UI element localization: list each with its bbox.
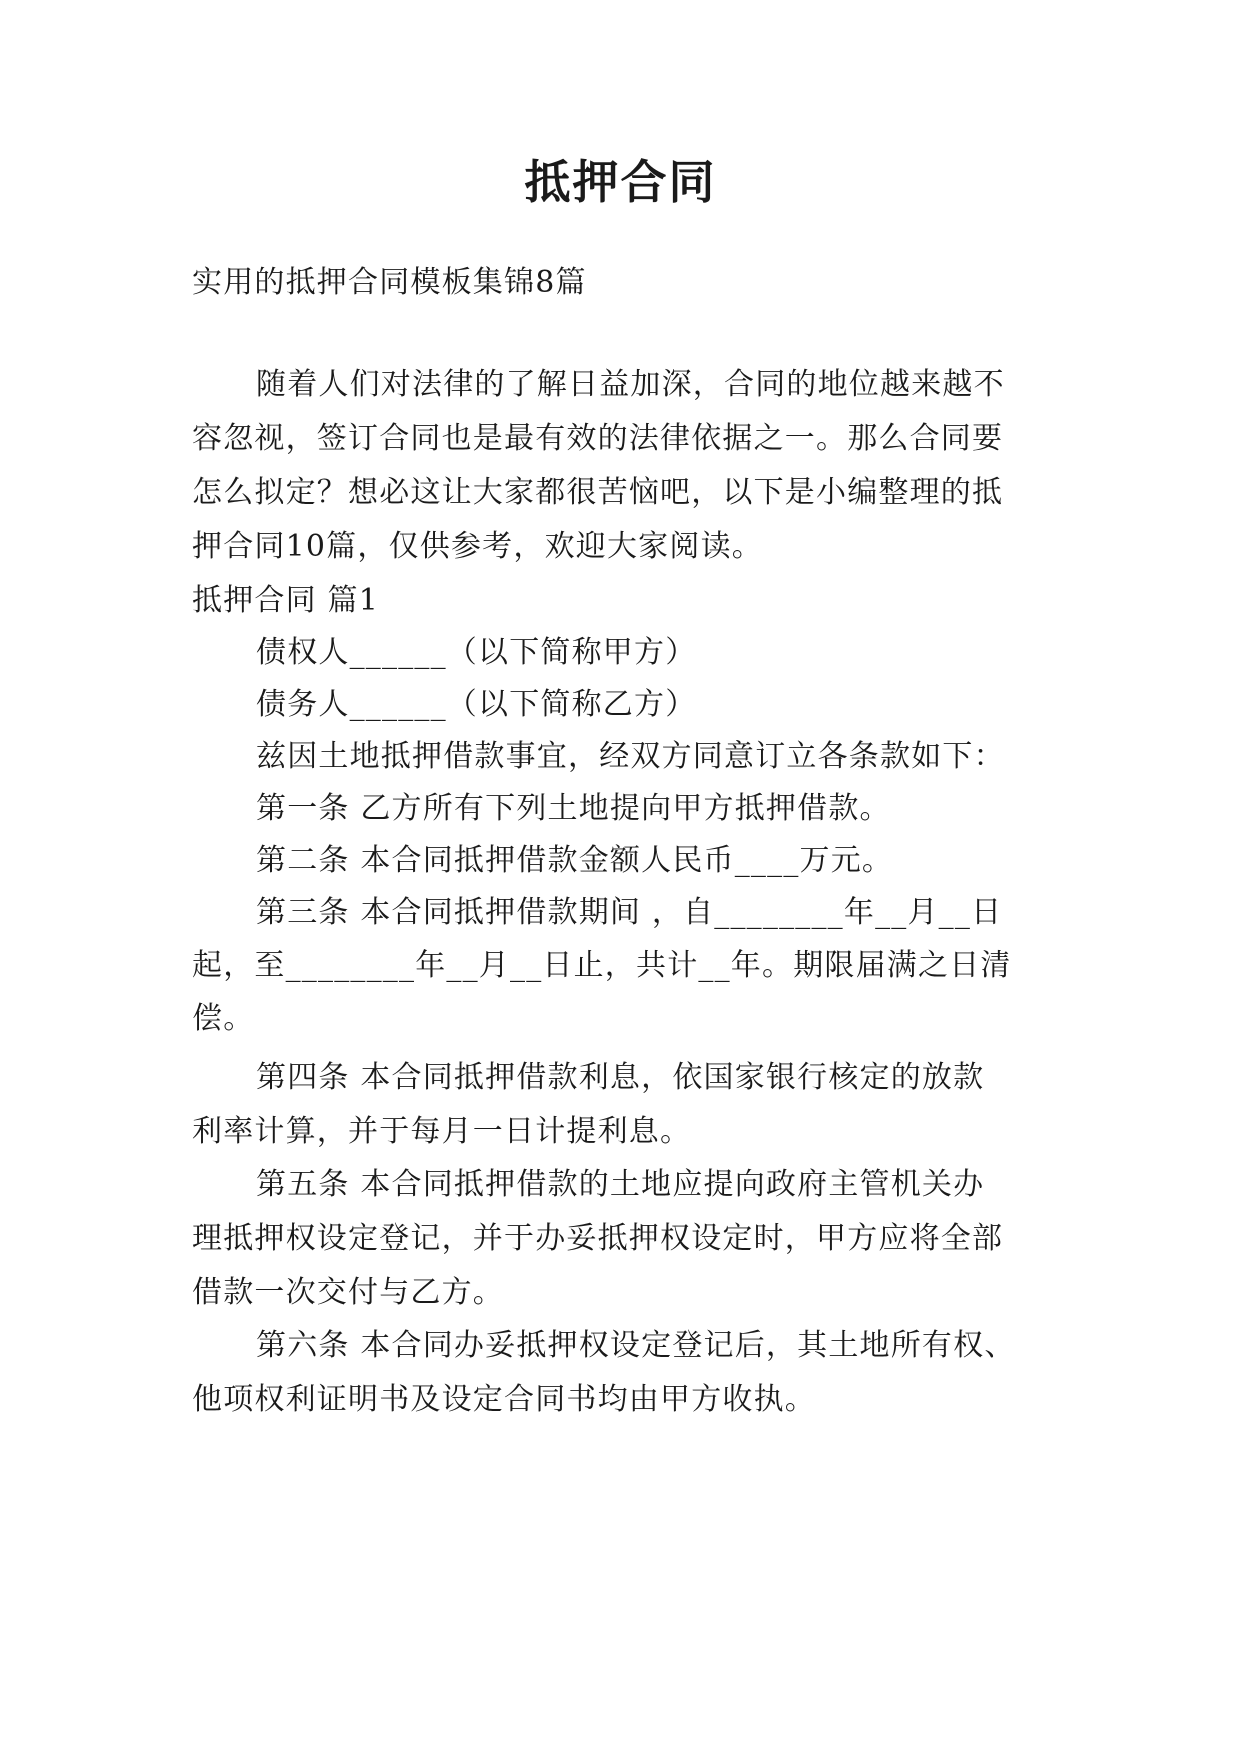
creditor-line: 债权人______（以下简称甲方）: [256, 635, 697, 670]
article-1: 第一条 乙方所有下列土地提向甲方抵押借款。: [256, 791, 891, 826]
article-4-line-1: 第四条 本合同抵押借款利息，依国家银行核定的放款: [256, 1060, 985, 1095]
intro-line-4: 押合同10篇，仅供参考，欢迎大家阅读。: [192, 529, 763, 564]
intro-line-2: 容忽视，签订合同也是最有效的法律依据之一。那么合同要: [192, 421, 1004, 456]
article-5-line-1: 第五条 本合同抵押借款的土地应提向政府主管机关办: [256, 1167, 985, 1202]
article-4-line-2: 利率计算，并于每月一日计提利息。: [192, 1114, 692, 1149]
article-6-line-1: 第六条 本合同办妥抵押权设定登记后，其土地所有权、: [256, 1328, 1016, 1363]
article-6-line-2: 他项权利证明书及设定合同书均由甲方收执。: [192, 1382, 816, 1417]
article-2: 第二条 本合同抵押借款金额人民币____万元。: [256, 843, 894, 878]
debtor-line: 债务人______（以下简称乙方）: [256, 687, 697, 722]
document-title: 抵押合同: [524, 155, 717, 209]
document-subtitle: 实用的抵押合同模板集锦8篇: [192, 265, 587, 300]
article-3-line-2: 起，至________年__月__日止，共计__年。期限届满之日清: [192, 948, 1012, 983]
preamble-line: 兹因土地抵押借款事宜，经双方同意订立各条款如下：: [256, 739, 1005, 774]
article-3-line-3: 偿。: [192, 1001, 255, 1036]
article-3-line-1: 第三条 本合同抵押借款期间 ，自________年__月__日: [256, 895, 1003, 930]
intro-line-3: 怎么拟定？想必这让大家都很苦恼吧，以下是小编整理的抵: [192, 475, 1004, 510]
article-5-line-3: 借款一次交付与乙方。: [192, 1275, 504, 1310]
section-heading: 抵押合同 篇1: [192, 583, 380, 618]
intro-line-1: 随着人们对法律的了解日益加深，合同的地位越来越不: [256, 367, 1005, 402]
article-5-line-2: 理抵押权设定登记，并于办妥抵押权设定时，甲方应将全部: [192, 1221, 1004, 1256]
